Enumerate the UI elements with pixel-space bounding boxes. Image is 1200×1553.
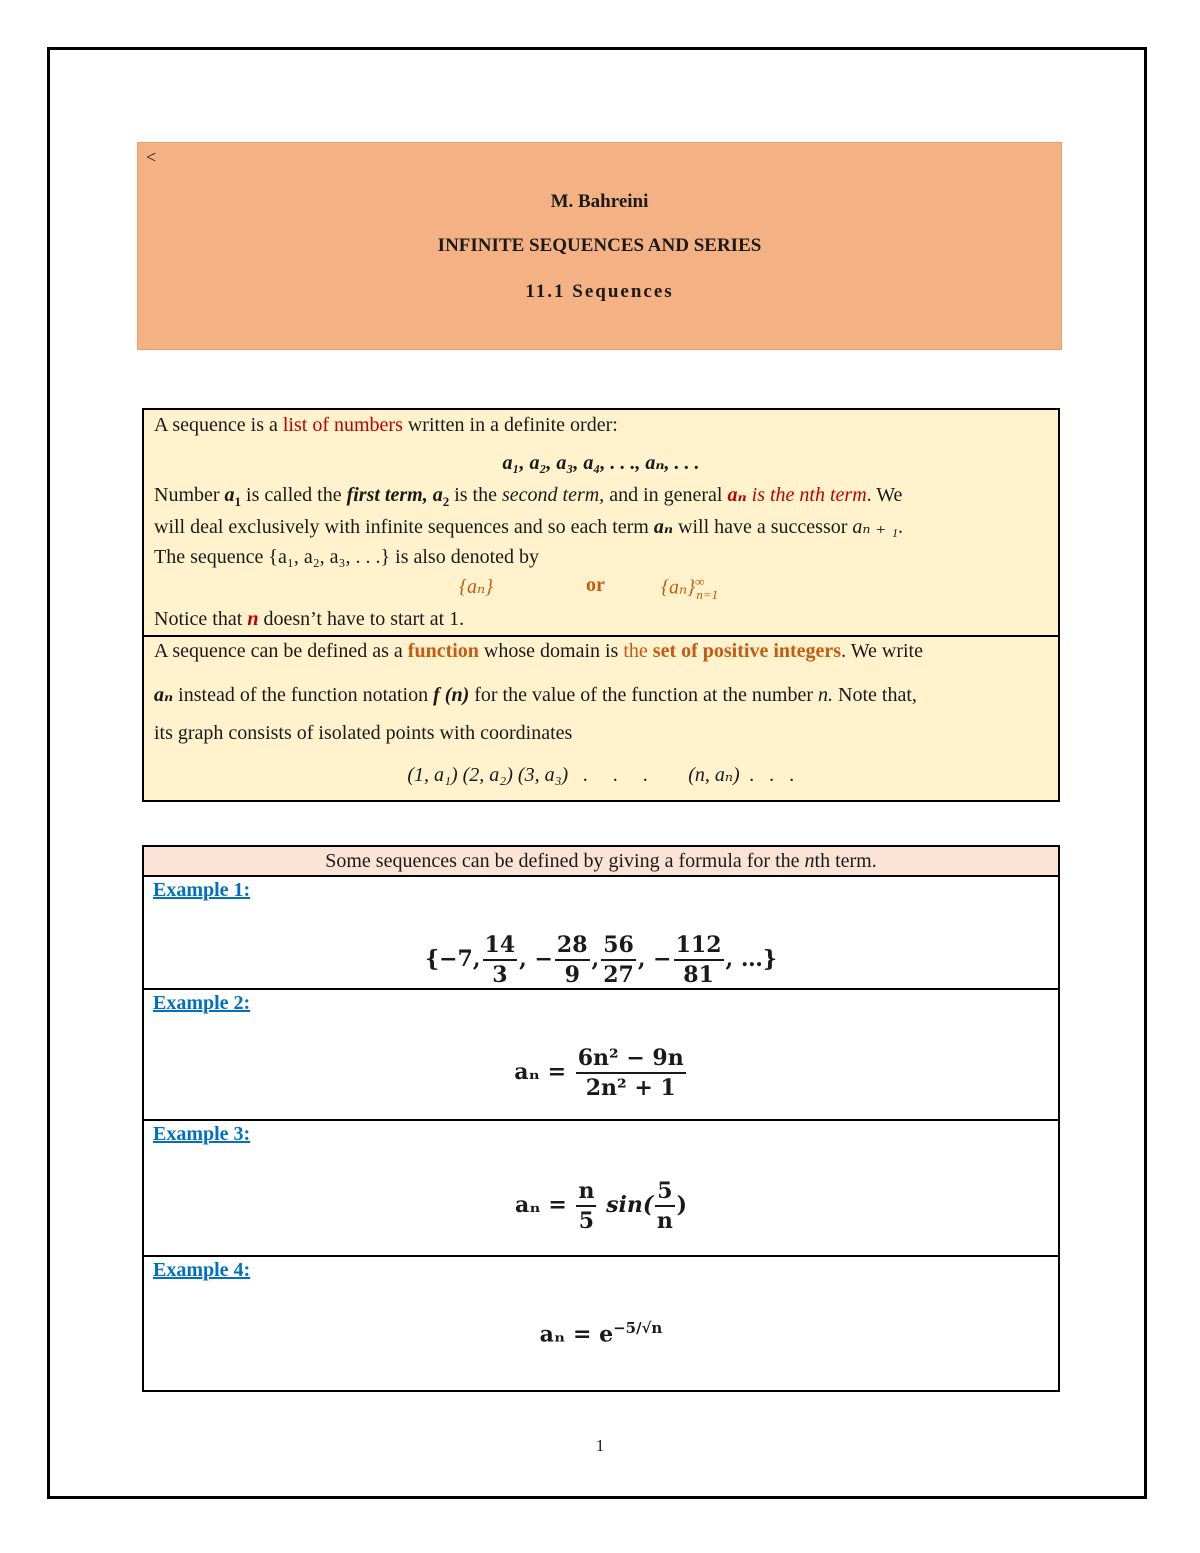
definition-line-4: will deal exclusively with infinite sequences and so each term aₙ will have a successor aₙ ₊ ₁. bbox=[154, 516, 904, 538]
definition-box bbox=[142, 408, 1060, 802]
example-2-row bbox=[144, 988, 1058, 1119]
set-notation: {aₙ} bbox=[459, 576, 494, 598]
list-of-numbers-highlight: list of numbers bbox=[282, 414, 403, 436]
example-4-row bbox=[144, 1255, 1058, 1390]
examples-table bbox=[142, 845, 1060, 1392]
function-line-1: A sequence can be defined as a function whose domain is the set of positive integers. We write bbox=[154, 640, 923, 662]
first-term-label: first term, bbox=[346, 484, 428, 506]
example-3-label: Example 3: bbox=[153, 1123, 251, 1145]
sequence-terms: a₁, a₂, a₃, a₄, . . ., aₙ, . . . bbox=[502, 452, 700, 474]
example-3-formula: aₙ = $\frac{n}{5}$ sin( $\frac{5}{n}$ ) bbox=[515, 1178, 687, 1234]
definition-divider bbox=[144, 635, 1058, 637]
stray-less-than-mark: < bbox=[146, 147, 157, 167]
page-number: 1 bbox=[595, 1436, 605, 1455]
nth-term-label: is the nth term bbox=[746, 484, 867, 506]
example-2-formula: aₙ = $\frac{\text{6n² − 9n}}{\text{2n² + 1}}$ bbox=[514, 1045, 684, 1101]
section-title: 11.1 Sequences bbox=[525, 281, 674, 302]
second-term-label: second term, bbox=[501, 484, 605, 506]
or-word: or bbox=[586, 574, 605, 596]
examples-intro: Some sequences can be defined by giving a formula for the nth term. bbox=[144, 847, 1058, 877]
chapter-title: INFINITE SEQUENCES AND SERIES bbox=[437, 235, 762, 256]
indexed-set-notation: $\{a_n\}^\infty_{n=1}$ bbox=[661, 574, 719, 602]
example-1-formula: {−7, $\frac{14}{3}$ , − $\frac{28}{9}$ , $\frac{56}{27}$ , − $\frac{112}{81}$ , …} bbox=[424, 932, 778, 988]
positive-integers-highlight: set of positive integers bbox=[652, 640, 842, 662]
function-highlight: function bbox=[407, 640, 479, 662]
title-banner bbox=[137, 142, 1062, 350]
example-1-row bbox=[144, 877, 1058, 988]
function-line-3: its graph consists of isolated points with coordinates bbox=[154, 722, 573, 744]
definition-line-7: Notice that n doesn’t have to start at 1. bbox=[154, 608, 465, 630]
example-4-formula: $a_n = e^{-5/√n}$ bbox=[539, 1319, 663, 1348]
definition-line-3: Number $a_1$ is called the first term, $a_2$ is the second term, and in general aₙ is the nth term. We bbox=[154, 484, 903, 509]
coordinate-points: (1, a₁) (2, a₂) (3, a₃) . . . (n, aₙ) . . . bbox=[407, 764, 795, 786]
example-2-label: Example 2: bbox=[153, 992, 251, 1014]
definition-line-1: A sequence is a list of numbers written in a definite order: bbox=[154, 414, 618, 436]
definition-line-5: The sequence {a₁, a₂, a₃, . . .} is also denoted by bbox=[154, 546, 539, 568]
example-1-label: Example 1: bbox=[153, 879, 251, 901]
function-line-2: aₙ instead of the function notation f (n) for the value of the function at the number n. Note that, bbox=[154, 684, 917, 706]
author-name: M. Bahreini bbox=[550, 191, 649, 212]
example-3-row bbox=[144, 1119, 1058, 1255]
example-4-label: Example 4: bbox=[153, 1259, 251, 1281]
